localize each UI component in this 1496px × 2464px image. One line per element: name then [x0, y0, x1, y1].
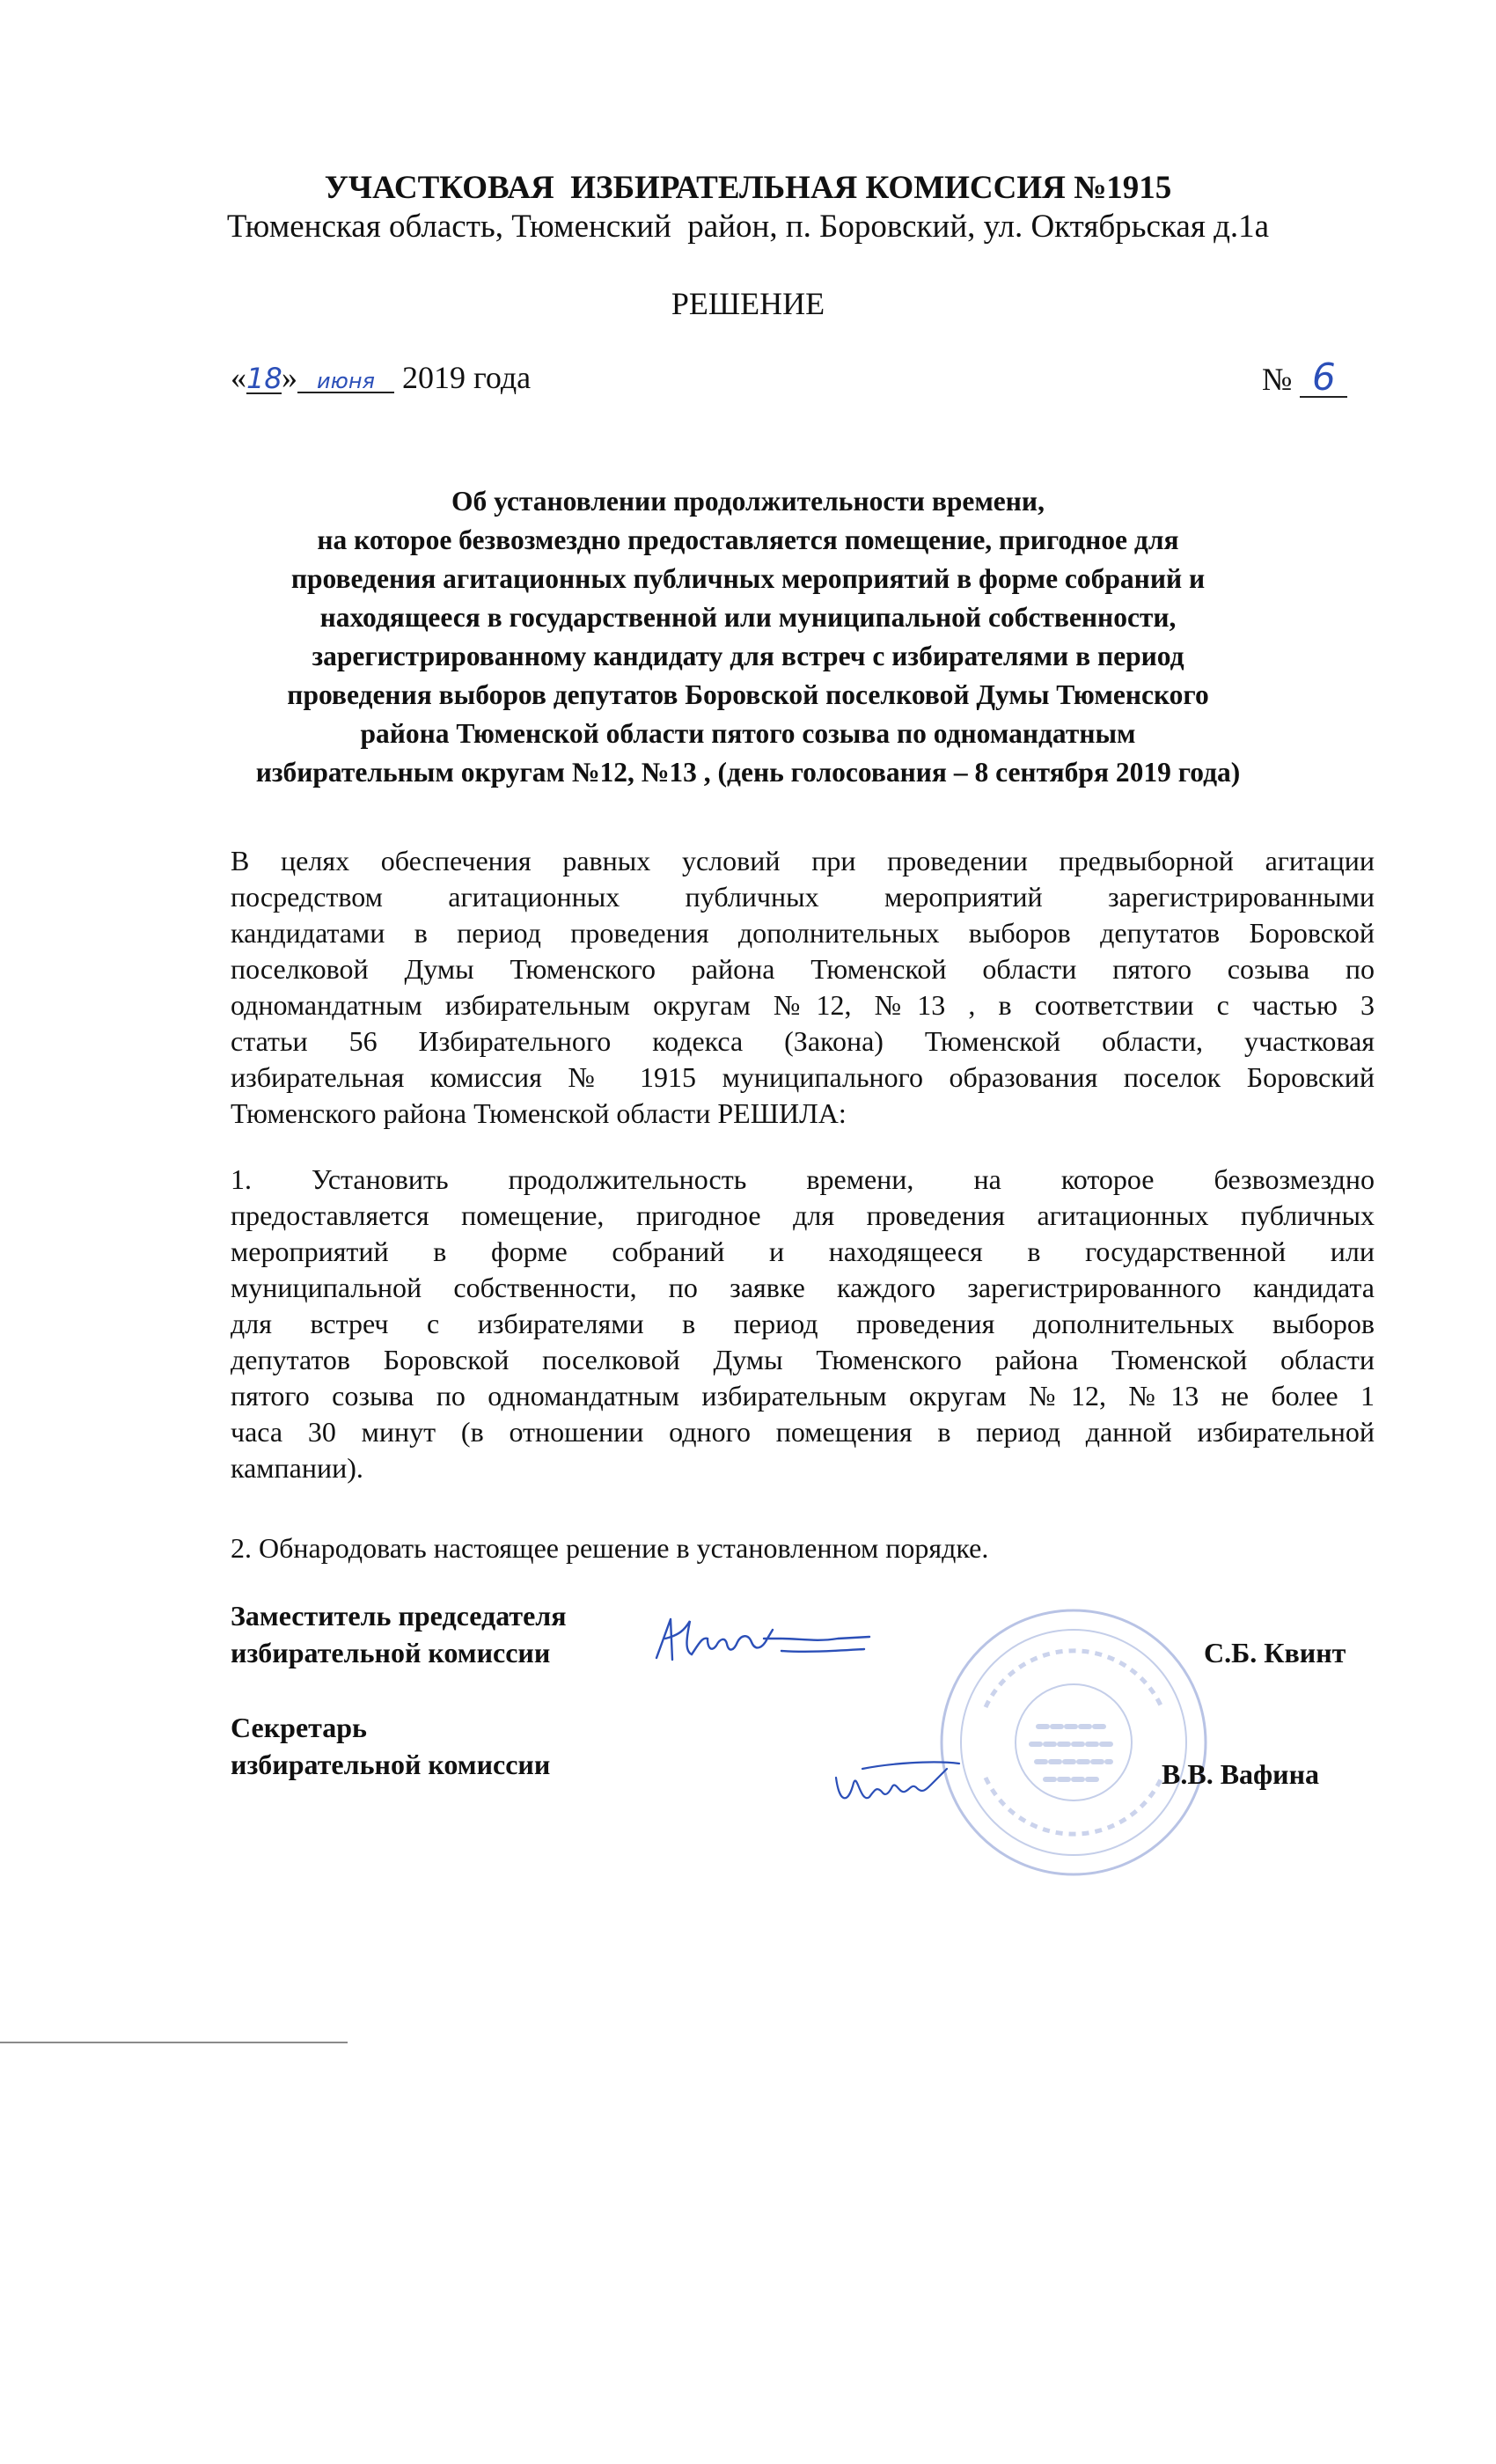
deputy-chair-name: С.Б. Квинт	[1204, 1637, 1346, 1668]
subject-line: избирательным округам №12, №13 , (день голосования – 8 сентября 2019 года)	[255, 757, 1241, 788]
text-line: часа 30 минут (в отношении одного помещения в период данной избирательной	[231, 1416, 1375, 1448]
commission-address: Тюменская область, Тюменский район, п. Боровский, ул. Октябрьская д.1а	[226, 209, 1270, 245]
text-line: муниципальной собственности, по заявке каждого зарегистрированного кандидата	[231, 1272, 1375, 1303]
subject-line: находящееся в государственной или муниципальной собственности,	[319, 602, 1177, 633]
scan-edge-line	[0, 2042, 348, 2043]
text-line: В целях обеспечения равных условий при проведении предвыборной агитации	[231, 845, 1375, 876]
position-line: избирательной комиссии	[231, 1637, 551, 1668]
text-line: пятого созыва по одномандатным избирательным округам №12, №13 не более 1	[231, 1380, 1375, 1412]
number-handwritten: 6	[1300, 359, 1347, 398]
subject-line: района Тюменской области пятого созыва по одномандатным	[360, 718, 1136, 749]
secretary-signature	[827, 1751, 968, 1822]
date-month-handwritten: июня	[297, 370, 394, 393]
text-line: 2. Обнародовать настоящее решение в установленном порядке.	[231, 1532, 989, 1564]
text-line: 1. Установить продолжительность времени, на которое безвозмездно	[231, 1163, 1375, 1195]
item-1-paragraph	[231, 1162, 1375, 1486]
decision-date	[231, 359, 531, 396]
text-line: кандидатами в период проведения дополнительных выборов депутатов Боровской	[231, 917, 1375, 949]
text-line: статьи 56 Избирательного кодекса (Закона) Тюменской области, участковая	[231, 1025, 1375, 1057]
document-type: РЕШЕНИЕ	[671, 286, 825, 321]
text-line: Тюменского района Тюменской области РЕШИЛА:	[231, 1097, 847, 1129]
text-line: одномандатным избирательным округам №12, №13 , в соответствии с частью 3	[231, 989, 1375, 1021]
preamble-paragraph	[231, 843, 1375, 1132]
item-2-paragraph	[231, 1530, 1375, 1566]
subject-line: зарегистрированному кандидату для встреч с избирателями в период	[312, 641, 1184, 671]
date-day-handwritten: 18	[246, 362, 282, 395]
deputy-signature	[649, 1612, 878, 1674]
text-line: для встреч с избирателями в период проведения дополнительных выборов	[231, 1308, 1375, 1339]
quote-open: «	[231, 360, 246, 395]
commission-title: УЧАСТКОВАЯ ИЗБИРАТЕЛЬНАЯ КОМИССИЯ №1915	[324, 170, 1172, 206]
text-line: поселковой Думы Тюменского района Тюменской области пятого созыва по	[231, 953, 1375, 985]
position-line: Секретарь	[231, 1712, 367, 1743]
subject-line: на которое безвозмездно предоставляется помещение, пригодное для	[317, 524, 1179, 555]
official-stamp	[933, 1602, 1214, 1883]
decision-subject	[158, 482, 1338, 792]
text-line: предоставляется помещение, пригодное для проведения агитационных публичных	[231, 1199, 1375, 1231]
decision-number	[1262, 356, 1347, 399]
number-sign: №	[1262, 362, 1293, 397]
deputy-chair-position	[231, 1597, 567, 1671]
secretary-name: В.В. Вафина	[1162, 1758, 1320, 1790]
position-line: Заместитель председателя	[231, 1600, 567, 1632]
subject-line: проведения агитационных публичных мероприятий в форме собраний и	[290, 563, 1206, 594]
text-line: мероприятий в форме собраний и находящееся в государственной или	[231, 1236, 1375, 1267]
text-line: депутатов Боровской поселковой Думы Тюменского района Тюменской области	[231, 1344, 1375, 1375]
subject-line: Об установлении продолжительности времени,	[451, 486, 1045, 517]
text-line: посредством агитационных публичных мероприятий зарегистрированными	[231, 881, 1375, 913]
text-line: кампании).	[231, 1452, 363, 1484]
quote-close: »	[282, 360, 297, 395]
position-line: избирательной комиссии	[231, 1749, 551, 1780]
subject-line: проведения выборов депутатов Боровской поселковой Думы Тюменского	[287, 679, 1209, 710]
secretary-position	[231, 1709, 550, 1783]
text-line: избирательная комиссия № 1915 муниципального образования поселок Боровский	[231, 1061, 1375, 1093]
date-year: 2019 года	[402, 360, 532, 395]
